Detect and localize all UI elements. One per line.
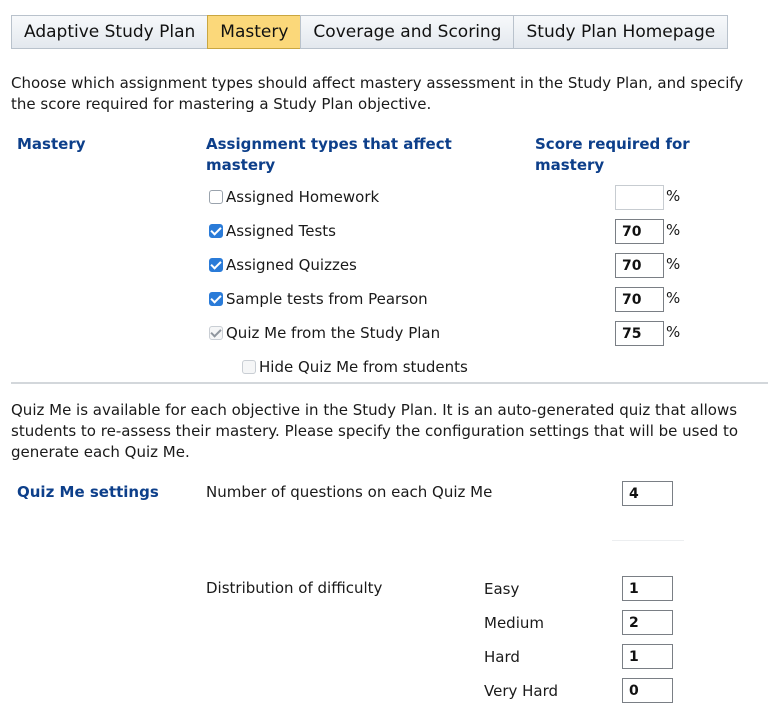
percent-label: %	[666, 289, 681, 307]
tab-mastery[interactable]: Mastery	[207, 15, 301, 49]
difficulty-hard-label: Hard	[484, 648, 520, 666]
assignment-types-header: Assignment types that affect mastery	[206, 135, 452, 174]
quiz-me-description: Quiz Me is available for each objective in the Study Plan. It is an auto-generated quiz that allows students to re-assess their mastery. Please specify the configuration settings that will be used to generate each Quiz Me.	[11, 401, 739, 461]
num-questions-label: Number of questions on each Quiz Me	[206, 483, 493, 501]
difficulty-very-hard-input[interactable]	[622, 678, 673, 703]
assigned-quizzes-score-input[interactable]	[615, 253, 664, 278]
assigned-homework-label: Assigned Homework	[226, 188, 380, 206]
quiz-me-label: Quiz Me from the Study Plan	[226, 324, 441, 342]
percent-label: %	[666, 221, 681, 239]
difficulty-medium-label: Medium	[484, 614, 544, 632]
assigned-tests-checkbox[interactable]	[209, 224, 223, 238]
hide-quiz-me-checkbox[interactable]	[242, 360, 256, 374]
assigned-homework-score-input[interactable]	[615, 185, 664, 210]
section-divider	[11, 382, 768, 384]
sample-tests-score-input[interactable]	[615, 287, 664, 312]
difficulty-medium-input[interactable]	[622, 610, 673, 635]
num-questions-input[interactable]	[622, 481, 673, 506]
assigned-homework-checkbox[interactable]	[209, 190, 223, 204]
intro-text: Choose which assignment types should affect mastery assessment in the Study Plan, and specify the score required for mastering a Study Plan objective.	[11, 74, 744, 113]
quiz-me-settings-label: Quiz Me settings	[17, 483, 159, 501]
tab-bar	[11, 15, 727, 49]
hint-line	[612, 540, 684, 541]
assigned-quizzes-checkbox[interactable]	[209, 258, 223, 272]
tab-coverage-and-scoring[interactable]: Coverage and Scoring	[300, 15, 514, 49]
difficulty-easy-input[interactable]	[622, 576, 673, 601]
mastery-section-label: Mastery	[17, 135, 86, 153]
percent-label: %	[666, 323, 681, 341]
hide-quiz-me-label: Hide Quiz Me from students	[259, 358, 468, 376]
sample-tests-checkbox[interactable]	[209, 292, 223, 306]
difficulty-hard-input[interactable]	[622, 644, 673, 669]
percent-label: %	[666, 255, 681, 273]
sample-tests-label: Sample tests from Pearson	[226, 290, 428, 308]
percent-label: %	[666, 187, 681, 205]
assigned-quizzes-label: Assigned Quizzes	[226, 256, 357, 274]
quiz-me-score-input[interactable]	[615, 321, 664, 346]
assigned-tests-label: Assigned Tests	[226, 222, 336, 240]
assigned-tests-score-input[interactable]	[615, 219, 664, 244]
distribution-label: Distribution of difficulty	[206, 579, 383, 597]
difficulty-easy-label: Easy	[484, 580, 520, 598]
tab-adaptive-study-plan[interactable]: Adaptive Study Plan	[11, 15, 208, 49]
tab-study-plan-homepage[interactable]: Study Plan Homepage	[513, 15, 728, 49]
score-required-header: Score required for mastery	[535, 135, 690, 174]
difficulty-very-hard-label: Very Hard	[484, 682, 559, 700]
quiz-me-checkbox	[209, 326, 223, 340]
